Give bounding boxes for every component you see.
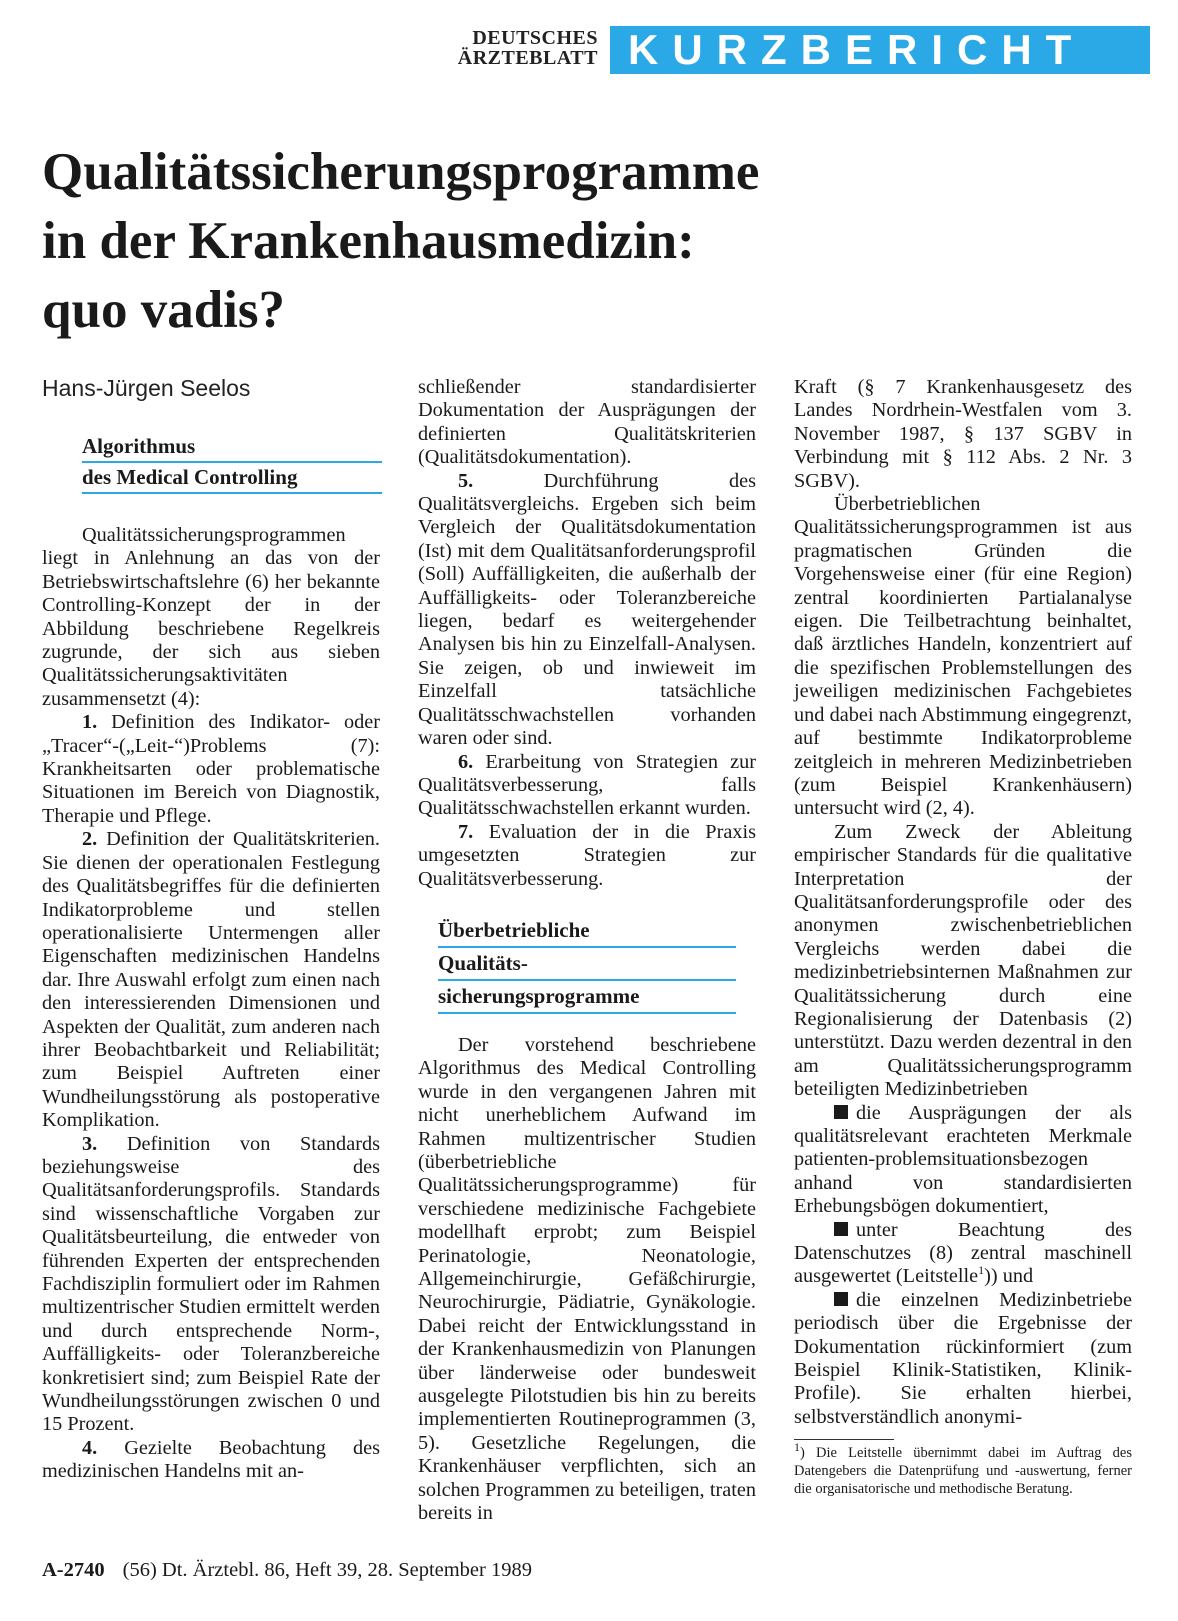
list-item [418,821,756,891]
item-number: 2. [82,828,98,851]
article-title [42,138,1142,345]
item-text: Evaluation der in die Praxis umgesetzten Strategien zur Qualitätsverbesserung. [418,820,756,890]
publication-line-1: DEUTSCHES [472,27,598,49]
list-item [42,1437,380,1484]
item-number: 1. [82,711,98,734]
bullet-text: die Ausprägungen der als qualitätsrelevant erachteten Merkmale patienten-problemsituationsbezogen anhand von standardisierten Erhebungsbögen dokumentiert, [794,1101,1132,1218]
title-line-1: Qualitätssicherungsprogramme [42,143,760,201]
item-text: Durchführung des Qualitätsvergleichs. Ergeben sich beim Vergleich der Qualitätsdokumentation (Ist) mit dem Qualitätsanforderungsprofil (Soll) Auffälligkeiten, die außerhalb der Auffälligkeits- oder Toleranzbereiche liegen, bedarf es weitergehender Analysen bis hin zu Einzelfall-Analysen. Sie zeigen, ob und inwieweit im Einzelfall tatsächliche Qualitätsschwachstellen vorhanden waren oder sind. [418,469,756,750]
item-text: Definition von Standards beziehungsweise des Qualitätsanforderungsprofils. Standards sind wissenschaftliche Vorgaben zur Qualitätsbeurteilung, die entweder von führenden Experten der entsprechenden Fachdisziplin formuliert oder im Rahmen multizentrischer Studien ermittelt werden und durch entsprechende Norm-, Auffälligkeits- oder Toleranzbereiche konkretisiert sind; zum Beispiel Rate der Wundheilungsstörungen zwischen 0 und 15 Prozent. [42,1132,380,1436]
square-bullet-icon [834,1222,848,1236]
item-number: 5. [458,469,474,492]
item-text: Definition der Qualitätskriterien. Sie dienen der operationalen Festlegung des Qualitätsbegriffes für die definierten Indikatorprobleme und stellen operationalisierte Untermengen aller Eigenschaften medizinischen Handelns dar. Ihre Auswahl erfolgt zum einen nach den interessierenden Dimensionen und Aspekten der Qualität, zum anderen nach ihrer Beobachtbarkeit und Reliabilität; zum Beispiel Auftreten einer Wundheilungsstörung als postoperative Komplikation. [42,828,380,1132]
subhead-ueberbetriebliche [438,915,756,1014]
page-footer [42,1558,532,1582]
bullet-text: die einzelnen Medizinbetriebe periodisch über die Ergebnisse der Dokumentation rückinformiert (zum Beispiel Klinik-Statistiken, Klinik-Profile). Sie erhalten hierbei, selbstverständlich anonymi- [794,1288,1132,1428]
paragraph: Überbetrieblichen Qualitätssicherungsprogrammen ist aus pragmatischen Gründen die Vorgehensweise einer (für eine Region) zentral koordinierten Partialanalyse eigen. Die Teilbetrachtung beinhaltet, daß ärztliches Handeln, konzentriert auf die spezifischen Problemstellungen des jeweiligen medizinischen Fachgebietes und dabei nach Abstimmung eingegrenzt, auf bestimmte Indikatorprobleme zeitgleich in mehreren Medizinbetrieben (zum Beispiel Krankenhäusern) untersucht wird (2, 4). [794,493,1132,820]
subhead-line: sicherungsprogramme [438,981,736,1014]
list-item [418,751,756,821]
subhead-line: des Medical Controlling [82,463,382,494]
paragraph: Zum Zweck der Ableitung empirischer Standards für die qualitative Interpretation der Qualitätsanforderungsprofile oder des anonymen zwischenbetrieblichen Vergleichs werden dabei die medizinbetriebsinternen Maßnahmen zur Qualitätssicherung durch eine Regionalisierung der Datenbasis (2) unterstützt. Dazu werden dezentral in den am Qualitätssicherungsprogramm beteiligten Medizinbetrieben [794,820,1132,1101]
paragraph: Der vorstehend beschriebene Algorithmus des Medical Controlling wurde in den vergangenen Jahren mit nicht unerheblichem Aufwand im Rahmen multizentrischer Studien (überbetriebliche Qualitätssicherungsprogramme) für verschiedene medizinische Fachgebiete modellhaft erprobt; zum Beispiel Perinatologie, Neonatologie, Allgemeinchirurgie, Gefäßchirurgie, Neurochirurgie, Pädiatrie, Gynäkologie. Dabei reicht der Entwicklungsstand in der Krankenhausmedizin von Planungen über länderweise oder bundesweit ausgelegte Pilotstudien bis hin zu bereits implementierten Routineprogrammen (3, 5). Gesetzliche Regelungen, die Krankenhäuser verpflichten, sich an solchen Programmen zu beteiligen, traten bereits in [418,1033,756,1525]
item-number: 4. [82,1436,98,1459]
subhead-line: Qualitäts- [438,948,736,981]
bullet-text: unter Beachtung des Datenschutzes (8) zentral maschinell ausgewertet (Leitstelle [794,1218,1132,1288]
list-item [418,470,756,751]
paragraph: Kraft (§ 7 Krankenhausgesetz des Landes Nordrhein-Westfalen vom 3. November 1987, § 137 SGBV in Verbindung mit § 112 Abs. 2 Nr. 3 SGBV). [794,376,1132,492]
title-line-2: in der Krankenhausmedizin: [42,212,695,270]
bullet-item [794,1102,1132,1219]
column-1 [42,376,380,1484]
page-number: A-2740 [42,1559,105,1581]
footnote-text: ) Die Leitstelle übernimmt dabei im Auftrag des Datengebers die Datenprüfung und -auswertung, ferner die organisatorische und methodische Beratung. [794,1445,1132,1498]
item-text: Erarbeitung von Strategien zur Qualitätsverbesserung, falls Qualitätsschwachstellen erkannt wurden. [418,750,756,820]
title-line-3: quo vadis? [42,281,286,339]
list-item [42,828,380,1132]
citation: (56) Dt. Ärztebl. 86, Heft 39, 28. September 1989 [122,1559,532,1581]
list-item [42,1133,380,1437]
paragraph: Qualitätssicherungsprogrammen liegt in Anlehnung an das von der Betriebswirtschaftslehre (6) her bekannte Controlling-Konzept der in der Abbildung beschriebene Regelkreis zugrunde, der sich aus sieben Qualitätssicherungsaktivitäten zusammensetzt (4): [42,524,380,710]
footnote-divider [794,1439,894,1440]
bullet-item [794,1219,1132,1289]
column-2 [418,376,756,1525]
subhead-line: Algorithmus [82,432,382,463]
section-label: KURZBERICHT [628,26,1086,73]
column-3 [794,376,1132,1498]
footnote-ref: 1 [978,1263,985,1278]
list-item [42,711,380,828]
item-number: 3. [82,1132,98,1155]
bullet-text: )) und [984,1265,1034,1288]
masthead [420,26,1150,74]
item-number: 6. [458,750,474,773]
item-text: Definition des Indikator- oder „Tracer“-(„Leit-“)Problems (7): Krankheitsarten oder problematische Situationen im Bereich von Diagnostik, Therapie und Pflege. [42,711,380,827]
publication-line-2: ÄRZTEBLATT [457,47,598,69]
publication-logo [420,28,598,72]
square-bullet-icon [834,1105,848,1119]
footnote-mark: 1 [794,1440,800,1455]
bullet-item [794,1289,1132,1429]
author-name: Hans-Jürgen Seelos [42,375,251,401]
footnote [794,1440,1132,1498]
paragraph: schließender standardisierter Dokumentation der Ausprägungen der definierten Qualitätskriterien (Qualitätsdokumentation). [418,376,756,469]
subhead-algorithmus [82,432,380,494]
section-banner [610,26,1150,74]
item-text: Gezielte Beobachtung des medizinischen Handelns mit an- [42,1436,380,1483]
subhead-line: Überbetriebliche [438,915,736,948]
square-bullet-icon [834,1292,848,1306]
item-number: 7. [458,820,474,843]
